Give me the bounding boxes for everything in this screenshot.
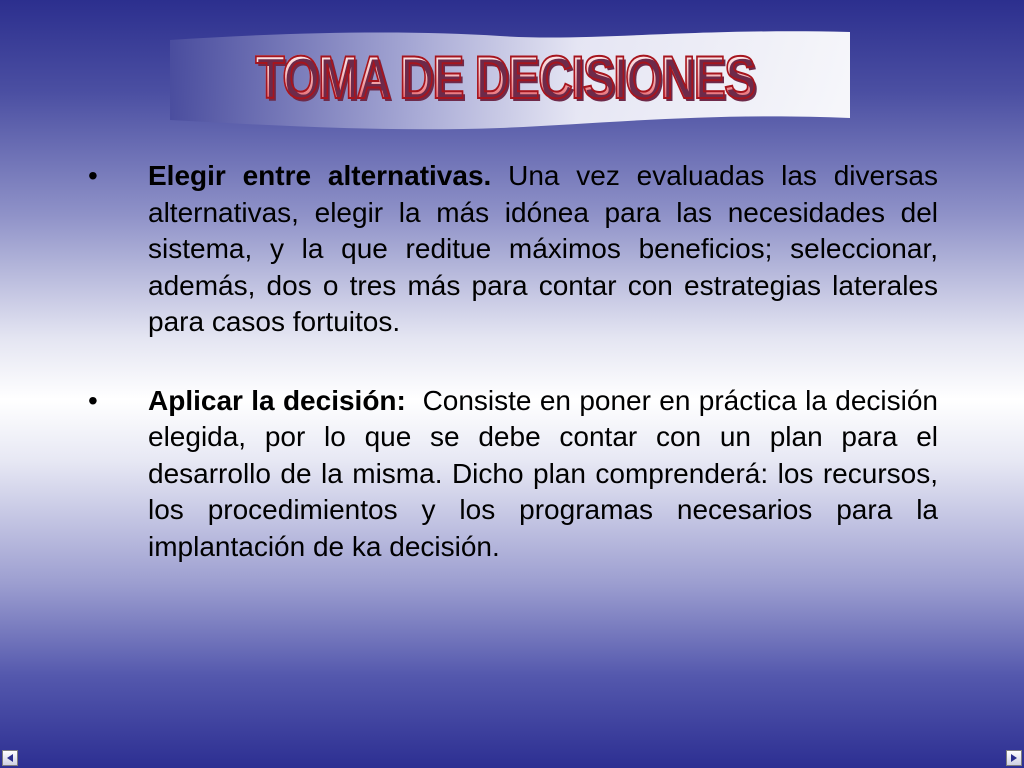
triangle-left-icon <box>7 754 13 762</box>
previous-slide-button[interactable] <box>2 750 18 766</box>
bullet-body: Consiste en poner en práctica la decisión elegida, por lo que se debe contar con un plan para el desarrollo de la misma. Dicho plan comprenderá: los recursos, los procedimientos y los programas necesarios para la implantación de ka decisión. <box>148 384 938 562</box>
slide-content <box>88 158 938 607</box>
bullet-heading: Elegir entre alternativas. <box>148 160 492 191</box>
bullet-icon: • <box>88 384 98 416</box>
bullet-body: Una vez evaluadas las diversas alternativas, elegir la más idónea para las necesidades del sistema, y la que reditue máximos beneficios; seleccionar, además, dos o tres más para contar con estrategias laterales para casos fortuitos. <box>148 160 938 337</box>
triangle-right-icon <box>1011 754 1017 762</box>
slide-title: TOMA DE DECISIONES <box>255 44 755 111</box>
bullet-text <box>148 158 938 341</box>
bullet-heading: Aplicar la decisión: <box>148 384 406 416</box>
bullet-text <box>148 383 938 566</box>
bullet-icon: • <box>88 160 98 191</box>
next-slide-button[interactable] <box>1006 750 1022 766</box>
bullet-item-apply-decision <box>88 383 938 566</box>
bullet-item-choose-alternatives <box>88 158 938 341</box>
